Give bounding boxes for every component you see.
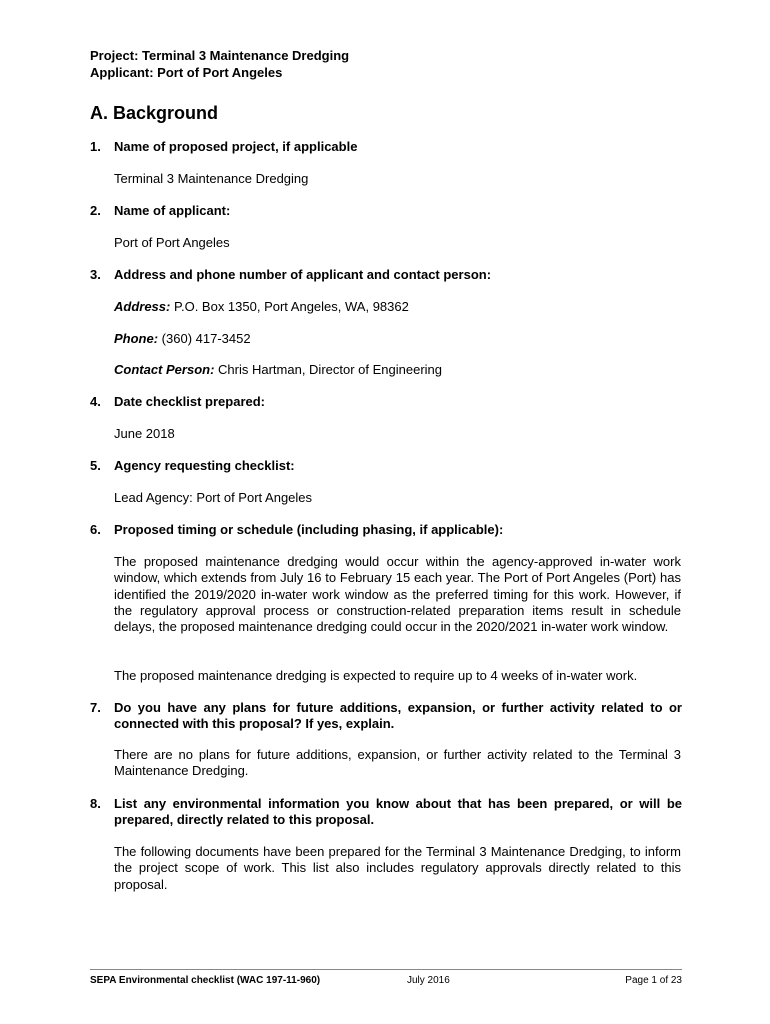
answer-5: Lead Agency: Port of Port Angeles xyxy=(114,490,313,505)
answer-7: There are no plans for future additions, expansion, or further activity related to the Terminal 3 Maintenance Dredging. xyxy=(114,747,681,779)
footer-rule xyxy=(90,969,682,970)
applicant-header: Applicant: Port of Port Angeles xyxy=(90,65,283,80)
answer-3-address xyxy=(114,299,681,315)
question-5 xyxy=(90,458,682,474)
contact-value: Chris Hartman, Director of Engineering xyxy=(214,362,442,377)
answer-3-contact xyxy=(114,362,681,378)
answer-4: June 2018 xyxy=(114,426,175,441)
answer-3-phone xyxy=(114,331,681,347)
question-number: 6. xyxy=(90,522,101,537)
question-text: Agency requesting checklist: xyxy=(114,458,295,473)
question-text: Name of applicant: xyxy=(114,203,231,218)
question-2 xyxy=(90,203,682,219)
question-text: Proposed timing or schedule (including phasing, if applicable): xyxy=(114,522,504,537)
question-text: Date checklist prepared: xyxy=(114,394,266,409)
answer-8: The following documents have been prepared for the Terminal 3 Maintenance Dredging, to inform the project scope of work. This list also includes regulatory approvals directly related to this proposal. xyxy=(114,844,681,892)
question-number: 5. xyxy=(90,458,101,473)
answer-1: Terminal 3 Maintenance Dredging xyxy=(114,171,309,186)
question-number: 2. xyxy=(90,203,101,218)
question-text: List any environmental information you know about that has been prepared, or will be prepared, directly related to this proposal. xyxy=(114,796,682,827)
question-6 xyxy=(90,522,682,538)
footer-page-number: Page 1 of 23 xyxy=(625,975,682,986)
question-1 xyxy=(90,139,682,155)
question-7 xyxy=(90,700,682,732)
question-number: 4. xyxy=(90,394,101,409)
footer-date: July 2016 xyxy=(407,975,450,986)
question-text: Address and phone number of applicant and contact person: xyxy=(114,267,492,282)
project-header: Project: Terminal 3 Maintenance Dredging xyxy=(90,48,350,63)
question-number: 3. xyxy=(90,267,101,282)
phone-label: Phone: xyxy=(114,331,159,346)
answer-2: Port of Port Angeles xyxy=(114,235,230,250)
question-number: 8. xyxy=(90,796,101,811)
question-3 xyxy=(90,267,682,283)
question-text: Do you have any plans for future additions, expansion, or further activity related to or connected with this proposal? If yes, explain. xyxy=(114,700,682,731)
contact-label: Contact Person: xyxy=(114,362,215,377)
address-label: Address: xyxy=(114,299,171,314)
question-8 xyxy=(90,796,682,828)
question-4 xyxy=(90,394,682,410)
question-number: 1. xyxy=(90,139,101,154)
address-value: P.O. Box 1350, Port Angeles, WA, 98362 xyxy=(170,299,409,314)
question-number: 7. xyxy=(90,700,101,715)
answer-6-paragraph-2: The proposed maintenance dredging is expected to require up to 4 weeks of in-water work. xyxy=(114,668,638,683)
footer-left: SEPA Environmental checklist (WAC 197-11-960) xyxy=(90,975,321,986)
question-text: Name of proposed project, if applicable xyxy=(114,139,358,154)
answer-6-paragraph-1: The proposed maintenance dredging would occur within the agency-approved in-water work window, which extends from July 16 to February 15 each year. The Port of Port Angeles (Port) has identified the 2019/2020 in-water work window as the preferred timing for this work. However, if the regulatory approval process or construction-related preparation items result in schedule delays, the proposed maintenance dredging could occur in the 2020/2021 in-water work window. xyxy=(114,554,681,635)
phone-value: (360) 417-3452 xyxy=(158,331,251,346)
section-title: A. Background xyxy=(90,103,219,123)
